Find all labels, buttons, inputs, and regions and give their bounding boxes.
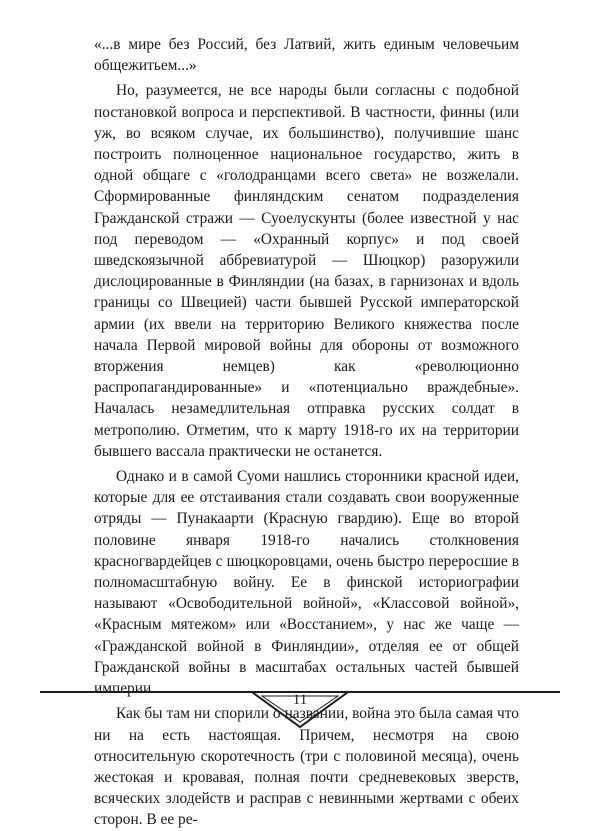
paragraph-finns: Но, разумеется, не все народы были согласны с подобной постановкой вопроса и перспективой. В частности, финны (или уж, во всяком случае, их большинство), получившие шанс построить полноценное национальное государство, жить в одной общаге с «голодранцами всего света» не возжелали. Сформированные финляндским сенатом подразделения Гражданской стражи — Суоелускунты (более известной у нас под переводом — «Охранный корпус» и под своей шведскоязычной аббревиатурой — Шюцкор) разоружили дислоцированные в Финляндии (на базах, в гарнизонах и вдоль границы со Швецией) части бывшей Русской императорской армии (их ввели на территорию Великого княжества после начала Первой мировой войны для обороны от возможного вторжения немцев) как «революционно распропагандированные» и «потенциально враждебные». Началась незамедлительная отправка русских солдат в метрополию. Отметим, что к марту 1918-го их на территории бывшего вассала практически не останется. xyxy=(94,82,519,460)
page-number: 11 xyxy=(292,692,308,708)
quote-paragraph: «...в мире без Россий, без Латвий, жить единым человечьим общежитьем...» xyxy=(94,36,519,75)
paragraph-red-guard: Однако и в самой Суоми нашлись сторонники красной идеи, которые для ее отстаивания стали создавать свои вооруженные отряды — Пунакаарти (Красную гвардию). Еще во второй половине января 1918-го начались столкновения красногвардейцев с шюцкоровцами, очень быстро переросшие в полномасштабную войну. Ее в финской историографии называют «Освободительной войной», «Классовой войной», «Красным мятежом» или «Восстанием», у нас же чаще — «Гражданской войной в Финляндии», отделяя ее от общей Гражданской войны в масштабах остальных частей бывшей империи. xyxy=(94,468,519,698)
paragraph-war: Как бы там ни спорили о названии, война это была самая что ни на есть настоящая. Причем, несмотря на свою относительную скоротечность (три с половиной месяца), очень жестокая и кровавая, полная почти средневековых зверств, всяческих злодейств и расправ с невинными жертвами с обеих сторон. В ее ре- xyxy=(94,705,519,829)
